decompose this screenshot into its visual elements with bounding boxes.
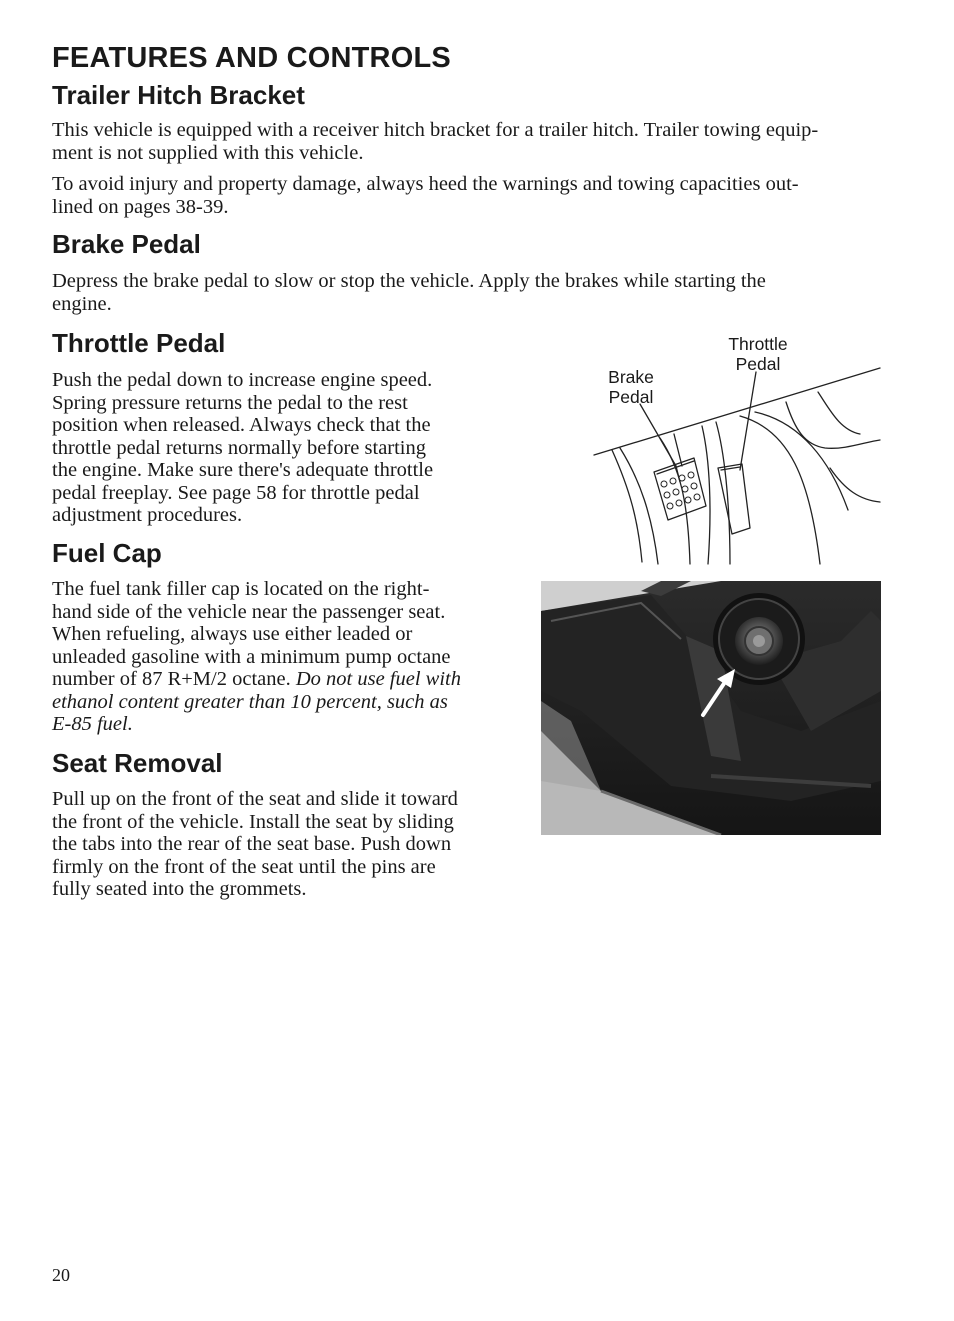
text-line: pedal freeplay. See page 58 for throttle pedal — [52, 481, 420, 504]
text-line: Spring pressure returns the pedal to the rest — [52, 391, 408, 414]
text-line: When refueling, always use either leaded or — [52, 623, 413, 645]
seat-removal-paragraph — [52, 788, 458, 901]
text-segment: number of 87 R+M/2 octane. — [52, 668, 296, 690]
text-line: firmly on the front of the seat until the pins are — [52, 855, 436, 878]
text-line: ment is not supplied with this vehicle. — [52, 141, 364, 164]
label-line: Throttle — [728, 334, 788, 354]
text-line: fully seated into the grommets. — [52, 878, 307, 900]
fuel-cap-heading: Fuel Cap — [52, 538, 162, 568]
text-line: This vehicle is equipped with a receiver hitch bracket for a trailer hitch. Trailer towing equip- — [52, 119, 819, 141]
text-line: unleaded gasoline with a minimum pump octane — [52, 645, 451, 668]
warning-text-line: ethanol content greater than 10 percent, such as — [52, 690, 448, 713]
text-line: throttle pedal returns normally before starting — [52, 436, 427, 459]
text-line: The fuel tank filler cap is located on the right- — [52, 578, 430, 600]
brake-pedal-paragraph — [52, 270, 766, 315]
text-line: lined on pages 38-39. — [52, 195, 229, 218]
page-number: 20 — [52, 1265, 70, 1285]
text-line: hand side of the vehicle near the passenger seat. — [52, 600, 446, 623]
pedal-illustration — [590, 350, 882, 568]
trailer-hitch-paragraph-1 — [52, 119, 818, 164]
text-line: engine. — [52, 292, 112, 315]
text-line: Depress the brake pedal to slow or stop the vehicle. Apply the brakes while starting the — [52, 270, 766, 292]
text-line: the front of the vehicle. Install the seat by sliding — [52, 810, 454, 833]
text-line: the tabs into the rear of the seat base. Push down — [52, 833, 452, 855]
label-line: Brake — [608, 367, 654, 387]
text-line: adjustment procedures. — [52, 504, 243, 526]
text-line: Pull up on the front of the seat and slide it toward — [52, 788, 458, 810]
warning-text: Do not use fuel with — [295, 668, 461, 690]
text-line: the engine. Make sure there's adequate throttle — [52, 459, 434, 481]
throttle-pedal-paragraph — [52, 369, 433, 527]
label-line: Pedal — [608, 387, 654, 407]
brake-pedal-heading: Brake Pedal — [52, 229, 201, 259]
text-line: To avoid injury and property damage, always heed the warnings and towing capacities out- — [52, 173, 799, 195]
trailer-hitch-heading: Trailer Hitch Bracket — [52, 80, 305, 110]
section-title: FEATURES AND CONTROLS — [52, 42, 451, 74]
fuel-cap-photo — [541, 581, 881, 835]
label-line: Pedal — [735, 354, 781, 374]
trailer-hitch-paragraph-2 — [52, 173, 799, 218]
text-line-mixed — [52, 668, 461, 691]
throttle-pedal-heading: Throttle Pedal — [52, 328, 226, 358]
text-line: Push the pedal down to increase engine speed. — [52, 369, 433, 391]
seat-removal-heading: Seat Removal — [52, 748, 223, 778]
warning-text-line: E-85 fuel. — [52, 713, 133, 735]
fuel-cap-paragraph — [52, 578, 461, 736]
text-line: position when released. Always check that the — [52, 414, 431, 436]
